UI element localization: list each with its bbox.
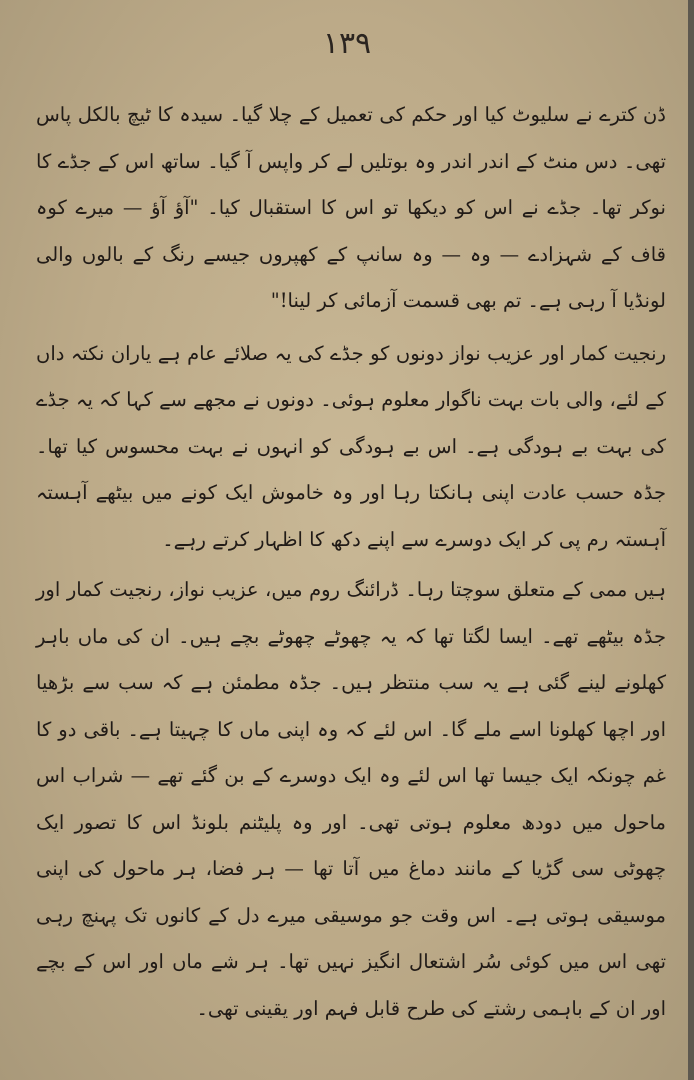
paragraph-3: ہیں ممی کے متعلق سوچتا رہا۔ ڈرائنگ روم میں، عزیب نواز، رنجیت کمار اور جڈہ بیٹھے تھے۔ ایسا لگتا تھا کہ یہ چھوٹے چھوٹے بچے ہیں۔ ان کی ماں باہر کھلونے لینے گئی ہے یہ سب منتظر ہیں۔ جڈہ مطمئن ہے کہ سب سے بڑھیا اور اچھا کھلونا اسے ملے گا۔ اس لئے کہ وہ اپنی ماں کا چہیتا ہے۔ باقی دو کا غم چونکہ ایک جیسا تھا اس لئے وہ ایک دوسرے کے بن گئے تھے — شراب اس ماحول میں دودھ معلوم ہوتی تھی۔ اور وہ پلیٹنم بلونڈ اس کا تصور ایک چھوٹی سی گڑیا کے مانند دماغ میں آتا تھا — ہر فضا، ہر ماحول کی اپنی موسیقی ہوتی ہے۔ اس وقت جو موسیقی میرے دل کے کانوں تک پہنچ رہی تھی اس میں کوئی سُر اشتعال انگیز نہیں تھا۔ ہر شے ماں اور اس کے بچے اور ان کے باہمی رشتے کی طرح قابل فہم اور یقینی تھی۔	[36, 578, 666, 1020]
page-body	[36, 92, 666, 1032]
paragraph-1: ڈن کترے نے سلیوٹ کیا اور حکم کی تعمیل کے چلا گیا۔ سیدہ کا ٹیچ بالکل پاس تھی۔ دس منٹ کے اندر اندر وہ بوتلیں لے کر واپس آ گیا۔ ساتھ اس کے جڈے کا نوکر تھا۔ جڈے نے اس کو دیکھا تو اس کا استقبال کیا۔ "آؤ آؤ — میرے کوہ قاف کے شہزادے — وہ — وہ سانپ کے کھپروں جیسے رنگ کے بالوں والی لونڈیا آ رہی ہے۔ تم بھی قسمت آزمائی کر لینا!"	[36, 103, 666, 312]
page-number: ۱۳۹	[322, 26, 372, 61]
paragraph-2: رنجیت کمار اور عزیب نواز دونوں کو جڈے کی یہ صلائے عام ہے یاران نکتہ داں کے لئے، والی بات بہت ناگوار معلوم ہوئی۔ دونوں نے مجھے سے کہا کہ یہ جڈے کی بہت بے ہودگی ہے۔ اس بے ہودگی کو انہوں نے بہت محسوس کیا تھا۔ جڈہ حسب عادت اپنی ہانکتا رہا اور وہ خاموش ایک کونے میں بیٹھے آہستہ آہستہ رم پی کر ایک دوسرے سے اپنے دکھ کا اظہار کرتے رہے۔	[36, 341, 666, 551]
